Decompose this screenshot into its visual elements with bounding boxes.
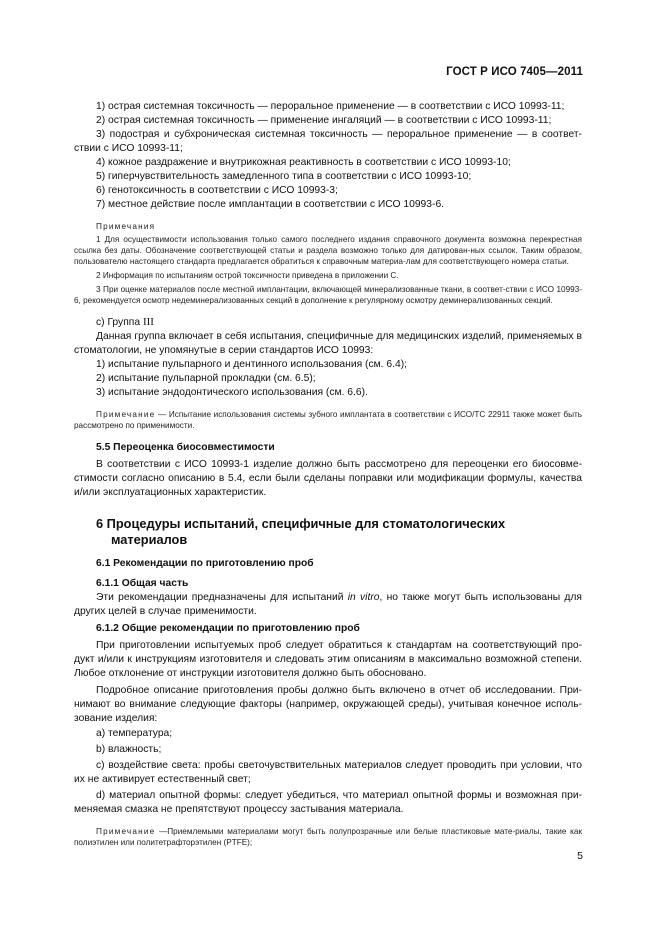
text-after: , но также могут быть использованы для других целей в случае применимости. — [74, 592, 582, 617]
list-item: а) температура; — [96, 728, 173, 739]
list-item: b) влажность; — [96, 744, 162, 755]
group-label: с) Группа — [96, 317, 141, 328]
list-item: 2) острая системная токсичность — применение ингаляций — в соответствии с ИСО 10993-11; — [96, 115, 552, 126]
list-item: 1) острая системная токсичность — пероральное применение — в соответствии с ИСО 10993-11; — [96, 101, 565, 112]
section-6-1-1-title: 6.1.1 Общая часть — [96, 578, 189, 589]
section-6-1-2-note — [74, 826, 582, 848]
list-item: d) материал опытной формы: следует убедиться, что материал опытной формы и возможная при-меняемая смазка не препятствуют процессу застывания материала. — [74, 790, 582, 815]
section-6-title-line2: материалов — [111, 532, 188, 547]
section-6-title — [74, 516, 582, 548]
group-heading — [74, 315, 582, 330]
section-6-1-2-title: 6.1.2 Общие рекомендации по приготовлению проб — [96, 623, 360, 634]
page-content — [74, 100, 582, 848]
note-item: 3 При оценке материалов после местной имплантации, включающей минерализованные ткани, в соответ-ствии с ИСО 10993-6, рекомендуется осмотр недеминерализованных секций в дополнение к регулярному осмотру деминерализованных секций. — [74, 285, 582, 305]
section-6-1-1-text — [74, 591, 582, 619]
section-6-title-line1: 6 Процедуры испытаний, специфичные для стоматологических — [96, 516, 506, 531]
section-6-1-2-para1: При приготовлении испытуемых проб следует обратиться к стандартам на соответствующий про-дукт и/или к инструкциям изготовителя и следовать этим описаниям в максимально возможной степени. Любое отклонение от инструкции изготовителя должно быть обосновано. — [74, 640, 582, 679]
group-numeral: III — [142, 316, 154, 328]
text-italic: in vitro — [347, 592, 380, 603]
list-item: 5) гиперчувствительность замедленного типа в соответствии с ИСО 10993-10; — [96, 171, 472, 182]
notes-title: Примечания — [96, 222, 156, 231]
note-item: 1 Для осуществимости использования только самого последнего издания справочного документа возможна перекрестная ссылка без даты. Обозначение соответствующей статьи и раздела возможно только для датирован-ных ссылок. Таким образом, пользователю настоящего стандарта предлагается обратиться к справочным материа-лам для соответствующего номера статьи. — [74, 235, 582, 266]
section-5-5-text: В соответствии с ИСО 10993-1 изделие должно быть рассмотрено для переоценки его биосовме-стимости согласно описанию в 5.4, если были сделаны поправки или модификации формулы, качества и/или эксплуатационных характеристик. — [74, 459, 582, 498]
list-item: c) воздействие света: пробы светочувствительных материалов следует проводить при условии, что их не активирует естественный свет; — [74, 760, 582, 785]
group-note — [74, 409, 582, 431]
list-item: 3) подострая и субхроническая системная токсичность — пероральное применение — в соответ-ствии с ИСО 10993-11; — [74, 129, 582, 154]
text-before: Эти рекомендации предназначены для испытаний — [96, 592, 344, 603]
note-text: —Приемлемыми материалами могут быть полупрозрачные или белые пластиковые мате-риалы, такие как полиэтилен или политетрафторэтилен (PTFE); — [74, 827, 582, 847]
list-item: 4) кожное раздражение и внутрикожная реактивность в соответствии с ИСО 10993-10; — [96, 157, 511, 168]
group-intro: Данная группа включает в себя испытания, специфичные для медицинских изделий, применяемых в стоматологии, не упомянутые в серии стандартов ИСО 10993: — [74, 331, 582, 356]
note-label: Примечание — [96, 410, 156, 419]
section-6-1-title: 6.1 Рекомендации по приготовлению проб — [96, 558, 314, 569]
list-item: 6) генотоксичность в соответствии с ИСО 10993-3; — [96, 185, 338, 196]
note-item: 2 Информация по испытаниям острой токсичности приведена в приложении С. — [96, 271, 399, 280]
section-5-5-title: 5.5 Переоценка биосовместимости — [96, 442, 275, 453]
list-item: 3) испытание эндодонтического использования (см. 6.6). — [96, 387, 368, 398]
list-item: 7) местное действие после имплантации в соответствии с ИСО 10993-6. — [96, 199, 445, 210]
document-header: ГОСТ Р ИСО 7405—2011 — [446, 66, 583, 78]
note-text: — Испытание использования системы зубного имплантата в соответствии с ИСО/ТС 22911 также может быть рассмотрено по применимости. — [74, 410, 582, 430]
list-item: 2) испытание пульпарной прокладки (см. 6.5); — [96, 373, 316, 384]
section-6-1-2-para2: Подробное описание приготовления пробы должно быть включено в отчет об исследовании. При-нимают во внимание следующие факторы (например, окружающей среды), учитывая конечное исполь-зование изделия: — [74, 685, 582, 724]
page-number: 5 — [577, 850, 583, 862]
list-item: 1) испытание пульпарного и дентинного использования (см. 6.4); — [96, 359, 408, 370]
note-label: Примечание — [96, 827, 156, 836]
